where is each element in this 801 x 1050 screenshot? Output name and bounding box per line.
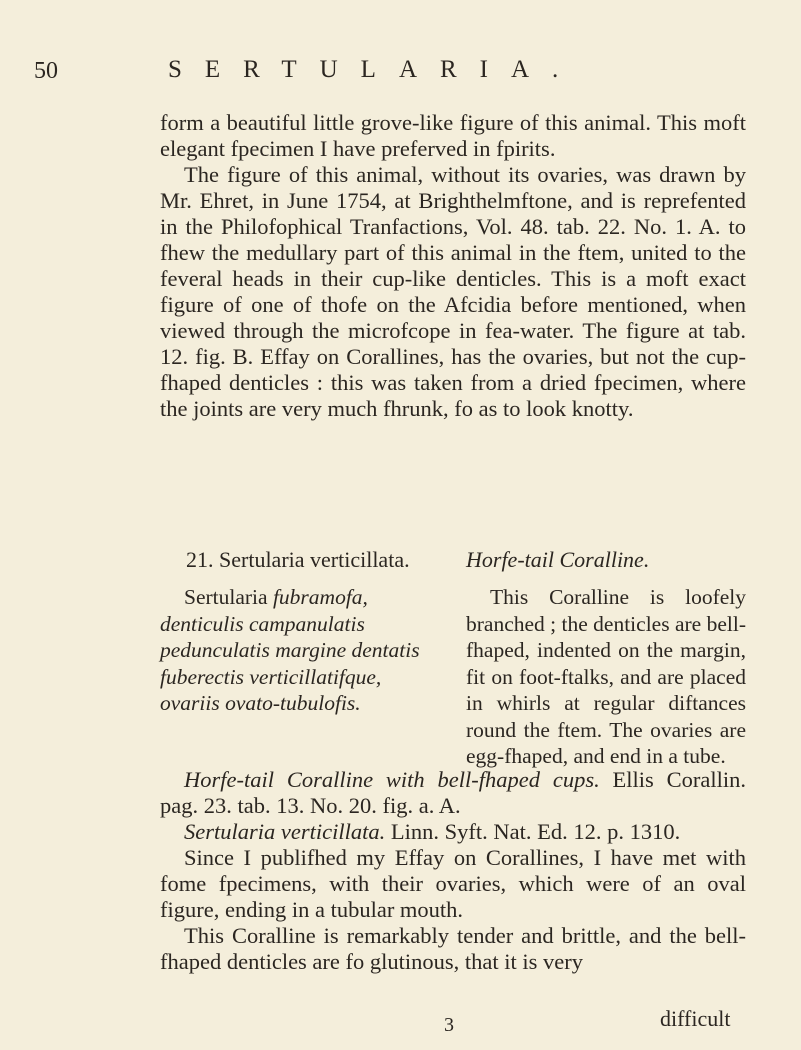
reference-linnaeus-cite: Linn. Syft. Nat. Ed. 12. p. 1310. xyxy=(385,819,681,844)
references-and-notes xyxy=(160,767,746,975)
closing-paragraph-1: Since I publifhed my Effay on Corallines, I have met with fome fpecimens, with their ovaries, which were of an oval figure, ending in a tubular mouth. xyxy=(160,845,746,922)
latin-description: fubramofa, denticulis campanulatis pedunculatis margine dentatis fuberectis verticillatifque, ovariis ovato-tubulofis. xyxy=(160,585,420,715)
page-number: 50 xyxy=(34,58,58,84)
latin-diagnosis-text xyxy=(160,584,424,717)
entry-common-name: Horfe-tail Coralline. xyxy=(466,547,650,572)
closing-paragraph-2: This Coralline is remarkably tender and brittle, and the bell-fhaped denticles are fo glutinous, that it is very xyxy=(160,923,746,974)
reference-linnaeus xyxy=(160,819,746,845)
running-head: SERTULARIA. xyxy=(168,56,582,83)
english-description-text: This Coralline is loofely branched ; the denticles are bell-fhaped, indented on the margin, fit on foot-ftalks, and are placed in whirls at regular diftances round the ftem. The ovaries are egg-fhaped, and end in a tube. xyxy=(466,585,746,768)
reference-ellis-title: Horfe-tail Coralline with bell-fhaped cups. xyxy=(184,767,600,792)
english-description xyxy=(466,584,746,770)
reference-ellis-cite: Ellis Corallin. pag. 23. tab. 13. No. 20. fig. a. A. xyxy=(160,767,746,818)
intro-paragraph-1: form a beautiful little grove-like figure of this animal. This moft elegant fpecimen I have preferved in fpirits. xyxy=(160,110,746,161)
signature-mark: 3 xyxy=(444,1014,454,1036)
entry-number-name: 21. Sertularia verticillata. xyxy=(186,547,410,572)
catchword: difficult xyxy=(660,1006,731,1031)
reference-linnaeus-title: Sertularia verticillata. xyxy=(184,819,386,844)
latin-genus: Sertularia xyxy=(184,585,268,609)
intro-paragraph-2: The figure of this animal, without its ovaries, was drawn by Mr. Ehret, in June 1754, at Brighthelmftone, and is reprefented in the Philofophical Tranfactions, Vol. 48. tab. 22. No. 1. A. to fhew the medullary part of this animal in the ftem, united to the feveral heads in their cup-like denticles. This is a moft exact figure of one of thofe on the Afcidia before mentioned, when viewed through the microfcope in fea-water. The figure at tab. 12. fig. B. Effay on Corallines, has the ovaries, but not the cup-fhaped denticles : this was taken from a dried fpecimen, where the joints are very much fhrunk, fo as to look knotty. xyxy=(160,162,746,421)
intro-section xyxy=(160,110,746,422)
latin-diagnosis xyxy=(160,584,424,717)
reference-ellis xyxy=(160,767,746,819)
